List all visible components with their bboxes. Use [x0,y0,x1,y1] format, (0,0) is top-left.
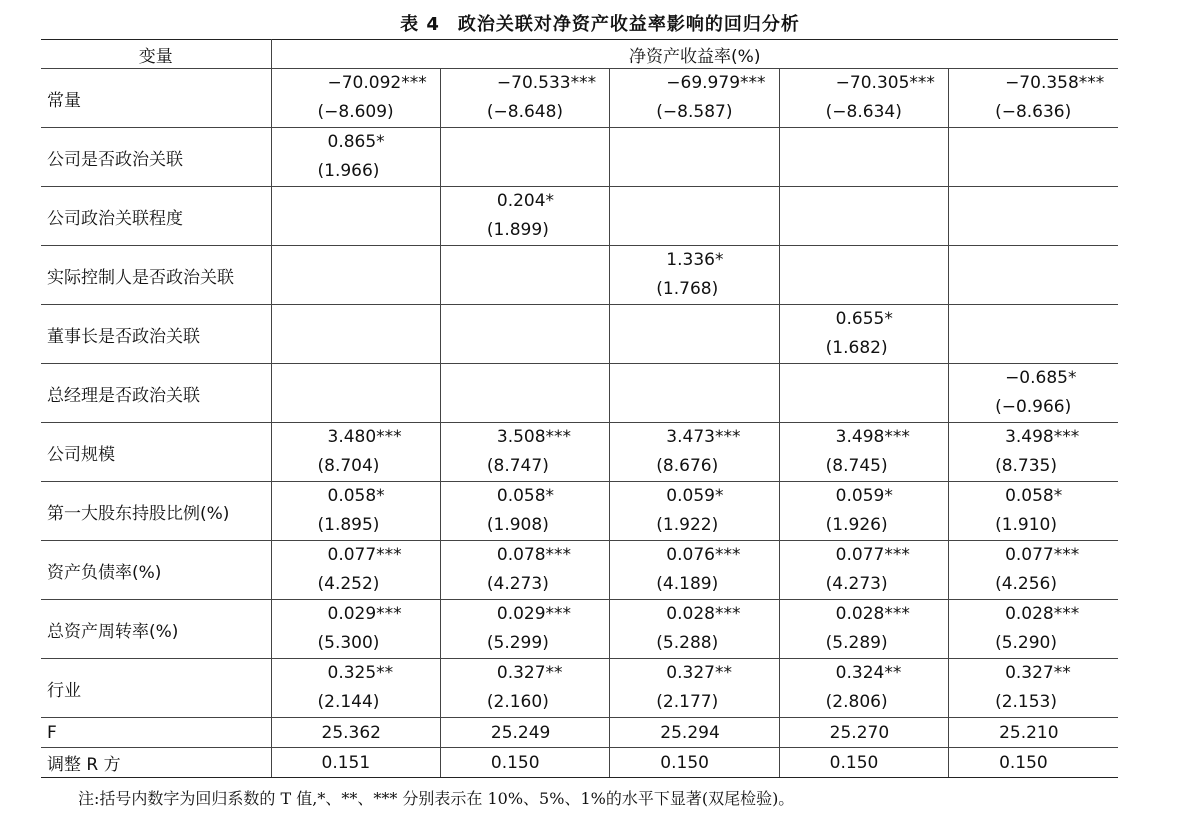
t-value: (−0.966) [995,397,1072,417]
t-value: (−8.634) [825,102,902,122]
coefficient: 0.029*** [496,604,572,624]
coefficient: 0.865* [327,132,385,152]
table-cell [779,600,948,659]
t-value: (5.300) [317,633,380,653]
table-cell [271,364,440,423]
table-row [41,541,1118,600]
table-cell [610,305,779,364]
row-label: 调整 R 方 [41,748,271,778]
table-cell [440,541,609,600]
table-row [41,600,1118,659]
table-row [41,305,1118,364]
table-row [41,423,1118,482]
table-cell [610,600,779,659]
header-variable: 变量 [41,40,271,69]
row-label: 第一大股东持股比例(%) [41,482,271,541]
row-label: F [41,718,271,748]
table-cell [949,246,1118,305]
t-value: (2.153) [995,692,1057,712]
coefficient: 1.336* [666,250,724,270]
coefficient: 3.498*** [1005,427,1080,447]
coefficient: 0.324** [835,663,902,683]
coefficient: −70.305*** [835,73,935,93]
coefficient: 0.077*** [1005,545,1080,565]
table-cell [440,187,609,246]
table-cell [440,305,609,364]
table-cell [440,659,609,718]
header-dependent: 净资产收益率(%) [271,40,1118,69]
t-value: (2.160) [486,692,549,712]
table-cell [610,187,779,246]
table-cell [610,128,779,187]
table-cell [271,305,440,364]
table-row [41,69,1118,128]
table-number: 表 4 [400,14,440,35]
coefficient: 0.325** [327,663,394,683]
table-cell [610,423,779,482]
stat-value: 25.270 [779,718,948,748]
t-value: (−8.587) [656,102,733,122]
t-value: (−8.648) [486,102,564,122]
table-cell [610,69,779,128]
coefficient: 3.508*** [496,427,572,447]
stat-value: 0.150 [610,748,779,778]
t-value: (8.747) [486,456,549,476]
stat-value: 0.150 [779,748,948,778]
stat-value: 25.294 [610,718,779,748]
row-label: 常量 [41,69,271,128]
t-value: (1.922) [656,515,719,535]
coefficient: 0.327** [1005,663,1071,683]
table-cell [271,128,440,187]
row-label: 总资产周转率(%) [41,600,271,659]
coefficient: 0.327** [666,663,732,683]
t-value: (−8.609) [317,102,394,122]
t-value: (5.289) [825,633,888,653]
table-body [41,69,1118,778]
coefficient: −70.533*** [496,73,597,93]
stat-value: 0.150 [949,748,1118,778]
table-row [41,246,1118,305]
t-value: (8.676) [656,456,719,476]
table-row [41,482,1118,541]
t-value: (1.899) [486,220,549,240]
table-cell [949,423,1118,482]
coefficient: −69.979*** [666,73,766,93]
table-cell [779,364,948,423]
coefficient: 0.059* [666,486,724,506]
coefficient: 0.058* [1005,486,1063,506]
table-cell [949,600,1118,659]
t-value: (4.273) [825,574,888,594]
table-cell [610,659,779,718]
table-cell [610,246,779,305]
stat-row [41,718,1118,748]
table-cell [949,305,1118,364]
table-cell [949,187,1118,246]
table-cell [271,541,440,600]
table-cell [440,69,609,128]
table-cell [271,600,440,659]
row-label: 资产负债率(%) [41,541,271,600]
stat-value: 0.150 [440,748,609,778]
coefficient: −70.358*** [1005,73,1105,93]
table-cell [271,482,440,541]
t-value: (1.682) [825,338,888,358]
coefficient: −70.092*** [327,73,427,93]
coefficient: 0.059* [835,486,893,506]
table-row [41,659,1118,718]
coefficient: 3.498*** [835,427,910,447]
t-value: (−8.636) [995,102,1072,122]
coefficient: 0.029*** [327,604,402,624]
row-label: 实际控制人是否政治关联 [41,246,271,305]
table-cell [610,364,779,423]
coefficient: 0.058* [327,486,385,506]
table-cell [779,659,948,718]
table-cell [271,187,440,246]
row-label: 总经理是否政治关联 [41,364,271,423]
stat-value: 0.151 [271,748,440,778]
table-cell [271,69,440,128]
table-caption [0,10,1200,36]
t-value: (1.926) [825,515,888,535]
t-value: (8.704) [317,456,380,476]
t-value: (8.745) [825,456,888,476]
table-cell [440,600,609,659]
coefficient: 0.327** [496,663,563,683]
table-cell [779,305,948,364]
table-cell [779,423,948,482]
table-cell [779,69,948,128]
coefficient: 0.058* [496,486,555,506]
table-row [41,364,1118,423]
table-cell [949,541,1118,600]
coefficient: 0.204* [496,191,555,211]
row-label: 董事长是否政治关联 [41,305,271,364]
coefficient: 0.076*** [666,545,741,565]
t-value: (1.910) [995,515,1057,535]
table-cell [271,246,440,305]
t-value: (2.177) [656,692,719,712]
t-value: (5.299) [486,633,549,653]
table-cell [779,482,948,541]
stat-value: 25.249 [440,718,609,748]
table-cell [779,187,948,246]
table-cell [779,128,948,187]
header-row [41,40,1118,69]
table-cell [949,659,1118,718]
table-cell [949,364,1118,423]
table-title: 政治关联对净资产收益率影响的回归分析 [457,14,800,35]
table-row [41,128,1118,187]
table-cell [779,541,948,600]
coefficient: 0.028*** [1005,604,1080,624]
coefficient: 0.028*** [666,604,741,624]
table-cell [440,246,609,305]
t-value: (1.768) [656,279,719,299]
table-cell [440,482,609,541]
table-note: 注:括号内数字为回归系数的 T 值,*、**、*** 分别表示在 10%、5%、1%的水平下显著(双尾检验)。 [78,789,795,808]
stat-value: 25.210 [949,718,1118,748]
regression-table [41,39,1118,778]
coefficient: 0.655* [835,309,893,329]
t-value: (1.908) [486,515,549,535]
t-value: (5.288) [656,633,719,653]
table-cell [610,541,779,600]
t-value: (1.895) [317,515,380,535]
table-row [41,187,1118,246]
row-label: 公司是否政治关联 [41,128,271,187]
table-cell [949,482,1118,541]
stat-value: 25.362 [271,718,440,748]
coefficient: 0.078*** [496,545,572,565]
t-value: (4.252) [317,574,380,594]
coefficient: 3.480*** [327,427,402,447]
coefficient: 0.077*** [327,545,402,565]
t-value: (8.735) [995,456,1057,476]
row-label: 公司政治关联程度 [41,187,271,246]
coefficient: 3.473*** [666,427,741,447]
t-value: (2.806) [825,692,888,712]
t-value: (2.144) [317,692,380,712]
t-value: (1.966) [317,161,380,181]
t-value: (4.189) [656,574,719,594]
stat-row [41,748,1118,778]
coefficient: −0.685* [1005,368,1077,388]
row-label: 公司规模 [41,423,271,482]
table-cell [949,128,1118,187]
row-label: 行业 [41,659,271,718]
table-cell [440,423,609,482]
table-cell [440,128,609,187]
table-cell [779,246,948,305]
table-cell [949,69,1118,128]
t-value: (4.256) [995,574,1057,594]
table-cell [271,423,440,482]
table-cell [271,659,440,718]
coefficient: 0.077*** [835,545,910,565]
coefficient: 0.028*** [835,604,910,624]
table-cell [610,482,779,541]
t-value: (5.290) [995,633,1057,653]
t-value: (4.273) [486,574,549,594]
table-cell [440,364,609,423]
